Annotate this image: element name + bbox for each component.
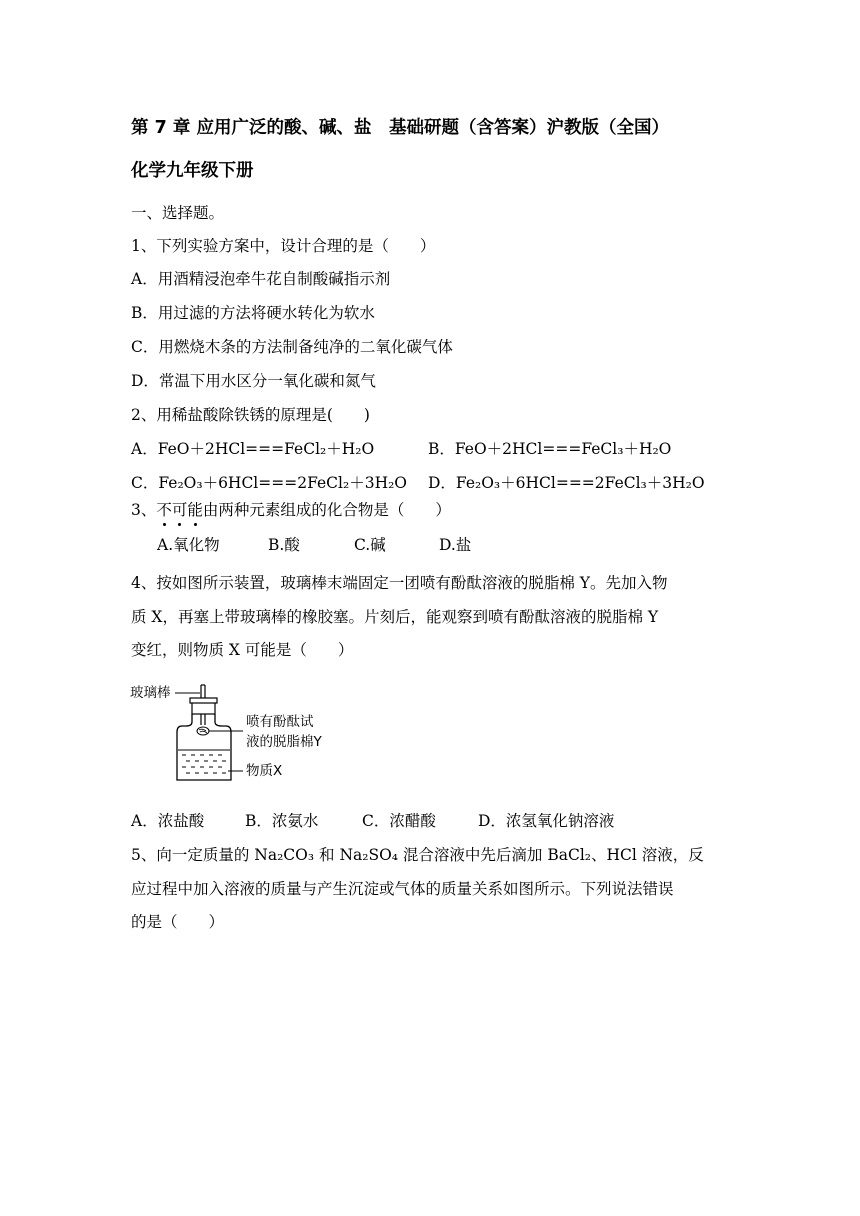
question-4-line-2: 质 X，再塞上带玻璃棒的橡胶塞。片刻后，能观察到喷有酚酞溶液的脱脂棉 Y [131, 608, 659, 626]
question-4-option-d: D．浓氢氧化钠溶液 [478, 812, 615, 830]
question-4-option-a: A．浓盐酸 [131, 812, 205, 830]
question-3-option-a: A.氧化物 [157, 536, 220, 554]
emphasis-char-3: 能 [187, 501, 203, 519]
question-2-stem: 2、用稀盐酸除铁锈的原理是( ) [131, 406, 370, 424]
question-1-option-a: A．用酒精浸泡牵牛花自制酸碱指示剂 [131, 270, 391, 288]
figure-label-cotton-line-2: 液的脱脂棉Y [246, 734, 322, 750]
question-2-option-c: C．Fe₂O₃＋6HCl===2FeCl₂＋3H₂O [131, 474, 408, 492]
question-5-line-3: 的是（ ） [131, 913, 225, 931]
question-2-option-a: A．FeO＋2HCl===FeCl₂＋H₂O [131, 440, 375, 458]
question-1-stem: 1、下列实验方案中，设计合理的是（ ） [131, 237, 436, 255]
question-1-option-b: B．用过滤的方法将硬水转化为软水 [131, 304, 375, 322]
figure-label-substance-x: 物质X [246, 763, 283, 779]
question-3-stem [131, 500, 451, 520]
figure-label-cotton-line-1: 喷有酚酞试 [246, 714, 314, 730]
apparatus-figure [128, 680, 338, 786]
question-4-line-1: 4、按如图所示装置，玻璃棒末端固定一团喷有酚酞溶液的脱脂棉 Y。先加入物 [131, 574, 668, 592]
emphasis-char-2: 可 [171, 501, 188, 519]
question-3-option-d: D.盐 [439, 536, 472, 554]
question-4-option-b: B．浓氨水 [245, 812, 319, 830]
figure-label-glass-rod: 玻璃棒 [130, 685, 171, 701]
question-4-line-3: 变红，则物质 X 可能是（ ） [131, 641, 354, 659]
question-2-option-b: B．FeO＋2HCl===FeCl₃＋H₂O [428, 440, 672, 458]
question-1-option-d: D．常温下用水区分一氧化碳和氮气 [131, 372, 376, 390]
question-5-line-2: 应过程中加入溶液的质量与产生沉淀或气体的质量关系如图所示。下列说法错误 [131, 880, 674, 898]
question-3-option-c: C.碱 [354, 536, 386, 554]
question-1-option-c: C．用燃烧木条的方法制备纯净的二氧化碳气体 [131, 338, 453, 356]
document-title-line-1: 第 7 章 应用广泛的酸、碱、盐 基础研题（含答案）沪教版（全国） [131, 118, 669, 138]
question-2-option-d: D．Fe₂O₃＋6HCl===2FeCl₃＋3H₂O [428, 474, 705, 492]
question-4-option-c: C．浓醋酸 [362, 812, 436, 830]
question-3-option-b: B.酸 [268, 536, 300, 554]
question-5-line-1: 5、向一定质量的 Na₂CO₃ 和 Na₂SO₄ 混合溶液中先后滴加 BaCl₂、HCl 溶液，反 [131, 846, 704, 864]
emphasis-char-1: 不 [156, 501, 172, 519]
question-3-rest: 由两种元素组成的化合物是（ ） [202, 501, 451, 519]
question-3-prefix: 3、 [131, 501, 157, 519]
section-heading: 一、选择题。 [131, 204, 225, 222]
document-title-line-2: 化学九年级下册 [131, 161, 254, 181]
